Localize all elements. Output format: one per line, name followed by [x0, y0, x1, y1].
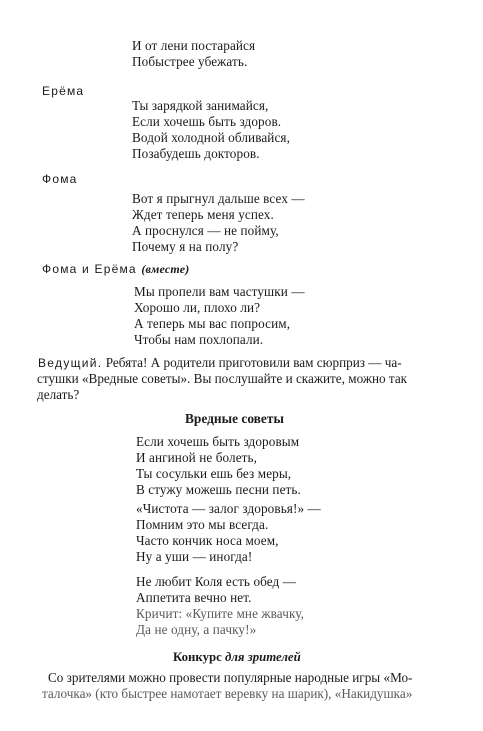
speaker-name: Фома	[42, 172, 78, 186]
verse-line: И ангиной не болеть,	[136, 450, 258, 466]
speaker-name: Ведущий.	[38, 356, 103, 370]
paragraph-line: талочка» (кто быстрее намотает веревку на шарик), «Накидушка»	[42, 686, 413, 701]
speaker-name: Ерёма	[42, 84, 85, 98]
verse-line: Часто кончик носа моем,	[136, 533, 279, 549]
verse-line: Помним это мы всегда.	[136, 517, 269, 533]
verse-block	[132, 98, 290, 162]
verse-block	[136, 574, 304, 638]
paragraph-line	[38, 355, 407, 371]
paragraph-line: делать?	[37, 387, 80, 403]
speaker-name	[42, 262, 190, 277]
verse-line: И от лени постарайся	[132, 38, 256, 53]
verse-line: Аппетита вечно нет.	[136, 590, 252, 606]
verse-block	[132, 38, 255, 70]
verse-line: Ждет теперь меня успех.	[132, 207, 274, 223]
contest-title-italic: для зрителей	[225, 650, 301, 664]
contest-title-main: Конкурс	[173, 650, 225, 664]
paragraph-line: стушки «Вредные советы». Вы послушайте и скажите, можно так	[37, 371, 408, 387]
verse-line: Чтобы нам похлопали.	[134, 332, 264, 348]
verse-line: Если хочешь быть здоровым	[136, 434, 300, 449]
verse-line: Побыстрее убежать.	[132, 54, 248, 70]
verse-line: Ну а уши — иногда!	[136, 549, 253, 565]
verse-block	[136, 501, 321, 565]
verse-line: Если хочешь быть здоров.	[132, 114, 282, 130]
speaker-names: Фома и Ерёма	[42, 262, 137, 276]
verse-line: Водой холодной обливайся,	[132, 130, 290, 146]
contest-paragraph	[42, 670, 412, 702]
verse-block	[132, 191, 305, 255]
verse-line: Не любит Коля есть обед —	[136, 574, 297, 589]
verse-line: Вот я прыгнул дальше всех —	[132, 191, 305, 206]
verse-block	[134, 284, 305, 348]
section-title: Вредные советы	[185, 411, 284, 426]
verse-line: А проснулся — не пойму,	[132, 223, 279, 239]
verse-line: «Чистота — залог здоровья!» —	[136, 501, 321, 516]
verse-line: В стужу можешь песни петь.	[136, 482, 301, 498]
stage-remark: (вместе)	[141, 262, 190, 276]
verse-line: Мы пропели вам частушки —	[134, 284, 305, 299]
paragraph-text: Ребята! А родители приготовили вам сюрприз — ча-	[102, 355, 402, 370]
verse-block	[136, 434, 301, 498]
verse-line: Кричит: «Купите мне жвачку,	[136, 606, 305, 622]
contest-title	[173, 650, 301, 665]
verse-line: Ты сосульки ешь без меры,	[136, 466, 292, 482]
verse-line: Ты зарядкой занимайся,	[132, 98, 269, 113]
host-paragraph	[38, 355, 407, 404]
verse-line: Почему я на полу?	[132, 239, 239, 255]
verse-line: Позабудешь докторов.	[132, 146, 260, 162]
verse-line: Да не одну, а пачку!»	[136, 622, 257, 638]
verse-line: А теперь мы вас попросим,	[134, 316, 291, 332]
verse-line: Хорошо ли, плохо ли?	[134, 300, 261, 316]
paragraph-line: Со зрителями можно провести популярные народные игры «Мо-	[48, 670, 413, 685]
